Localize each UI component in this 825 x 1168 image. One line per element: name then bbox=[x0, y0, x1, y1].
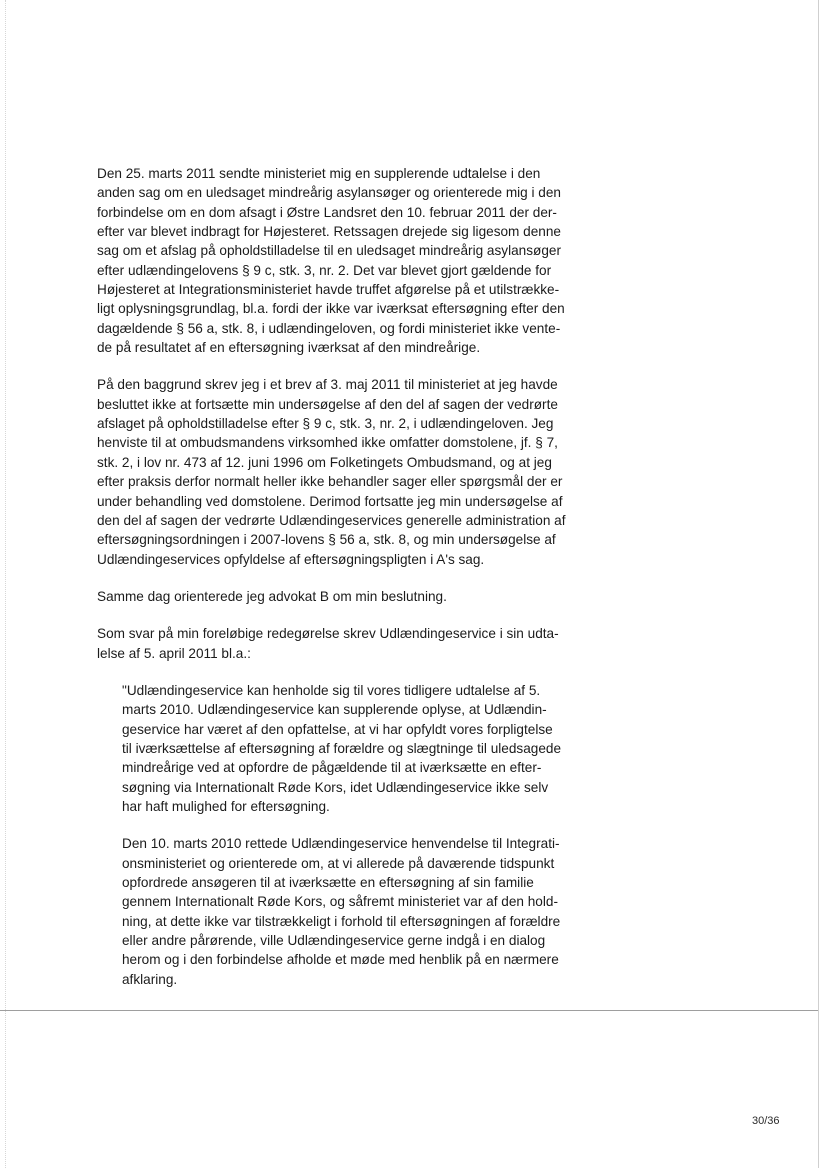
text-line: søgning via Internationalt Røde Kors, idet Udlændingeservice ikke selv bbox=[122, 779, 549, 795]
text-line: marts 2010. Udlændingeservice kan supplerende oplyse, at Udlændin- bbox=[122, 702, 547, 718]
text-line: efter udlændingelovens § 9 c, stk. 3, nr. 2. Det var blevet gjort gældende for bbox=[97, 262, 552, 278]
text-line: "Udlændingeservice kan henholde sig til vores tidligere udtalelse af 5. bbox=[122, 682, 541, 698]
scan-edge-right bbox=[818, 0, 819, 1168]
page-number: 30/36 bbox=[752, 1115, 780, 1127]
text-line: Den 10. marts 2010 rettede Udlændingeservice henvendelse til Integrati- bbox=[122, 836, 560, 852]
document-body bbox=[97, 164, 587, 1007]
text-line: efter var blevet indbragt for Højesteret. Retssagen drejede sig ligesom denne bbox=[97, 224, 561, 240]
quote-paragraph-1 bbox=[122, 681, 587, 816]
quote-paragraph-2 bbox=[122, 834, 587, 989]
text-line: efter praksis derfor normalt heller ikke behandler sager eller spørgsmål der er bbox=[97, 474, 563, 490]
text-line: den del af sagen der vedrørte Udlændingeservices generelle administration af bbox=[97, 512, 566, 528]
text-line: besluttet ikke at fortsætte min undersøgelse af den del af sagen der vedrørte bbox=[97, 396, 558, 412]
text-line: lelse af 5. april 2011 bl.a.: bbox=[97, 645, 251, 661]
text-line: gennem Internationalt Røde Kors, og såfremt ministeriet var af den hold- bbox=[122, 894, 558, 910]
text-line: herom og i den forbindelse afholde et møde med henblik på en nærmere bbox=[122, 952, 559, 968]
text-line: dagældende § 56 a, stk. 8, i udlændingeloven, og fordi ministeriet ikke vente- bbox=[97, 320, 561, 336]
text-line: Samme dag orienterede jeg advokat B om min beslutning. bbox=[97, 588, 447, 604]
paragraph-3 bbox=[97, 587, 587, 606]
text-line: eller andre pårørende, ville Udlændingeservice gerne indgå i en dialog bbox=[122, 933, 546, 949]
text-line: afslaget på opholdstilladelse efter § 9 c, stk. 3, nr. 2, i udlændingeloven. Jeg bbox=[97, 416, 554, 432]
text-line: På den baggrund skrev jeg i et brev af 3. maj 2011 til ministeriet at jeg havde bbox=[97, 377, 558, 393]
text-line: Som svar på min foreløbige redegørelse skrev Udlændingeservice i sin udta- bbox=[97, 626, 559, 642]
paragraph-1 bbox=[97, 164, 587, 357]
text-line: Udlændingeservices opfyldelse af eftersøgningspligten i A's sag. bbox=[97, 551, 485, 567]
paragraph-2 bbox=[97, 375, 587, 568]
scan-edge-left bbox=[5, 0, 6, 1168]
scan-fold-line bbox=[0, 1010, 818, 1011]
text-line: Den 25. marts 2011 sendte ministeriet mig en supplerende udtalelse i den bbox=[97, 166, 541, 181]
text-line: forbindelse om en dom afsagt i Østre Landsret den 10. februar 2011 der der- bbox=[97, 204, 557, 220]
text-line: har haft mulighed for eftersøgning. bbox=[122, 798, 330, 814]
text-line: ning, at dette ikke var tilstrækkeligt i forhold til eftersøgningen af forældre bbox=[122, 913, 561, 929]
text-line: under behandling ved domstolene. Derimod fortsatte jeg min undersøgelse af bbox=[97, 493, 563, 509]
text-line: til iværksættelse af eftersøgning af forældre og slægtninge til uledsagede bbox=[122, 740, 562, 756]
text-line: afklaring. bbox=[122, 971, 178, 987]
text-line: stk. 2, i lov nr. 473 af 12. juni 1996 om Folketingets Ombudsmand, og at jeg bbox=[97, 454, 552, 470]
text-line: geservice har været af den opfattelse, at vi har opfyldt vores forpligtelse bbox=[122, 721, 553, 737]
text-line: de på resultatet af en eftersøgning iværksat af den mindreårige. bbox=[97, 340, 481, 356]
text-line: mindreårige ved at opfordre de pågældende til at iværksætte en efter- bbox=[122, 760, 542, 776]
text-line: Højesteret at Integrationsministeriet havde truffet afgørelse på et utilstrække- bbox=[97, 282, 560, 298]
paragraph-4 bbox=[97, 624, 587, 663]
text-line: sag om et afslag på opholdstilladelse til en uledsaget mindreårig asylansøger bbox=[97, 243, 561, 259]
text-line: eftersøgningsordningen i 2007-lovens § 56 a, stk. 8, og min undersøgelse af bbox=[97, 532, 556, 548]
text-line: opfordrede ansøgeren til at iværksætte en eftersøgning af sin familie bbox=[122, 875, 534, 890]
text-line: ligt oplysningsgrundlag, bl.a. fordi der ikke var iværksat eftersøgning efter den bbox=[97, 301, 565, 317]
text-line: onsministeriet og orienterede om, at vi allerede på daværende tidspunkt bbox=[122, 855, 555, 871]
text-line: henviste til at ombudsmandens virksomhed ikke omfatter domstolene, jf. § 7, bbox=[97, 435, 558, 451]
text-line: anden sag om en uledsaget mindreårig asylansøger og orienterede mig i den bbox=[97, 185, 561, 201]
